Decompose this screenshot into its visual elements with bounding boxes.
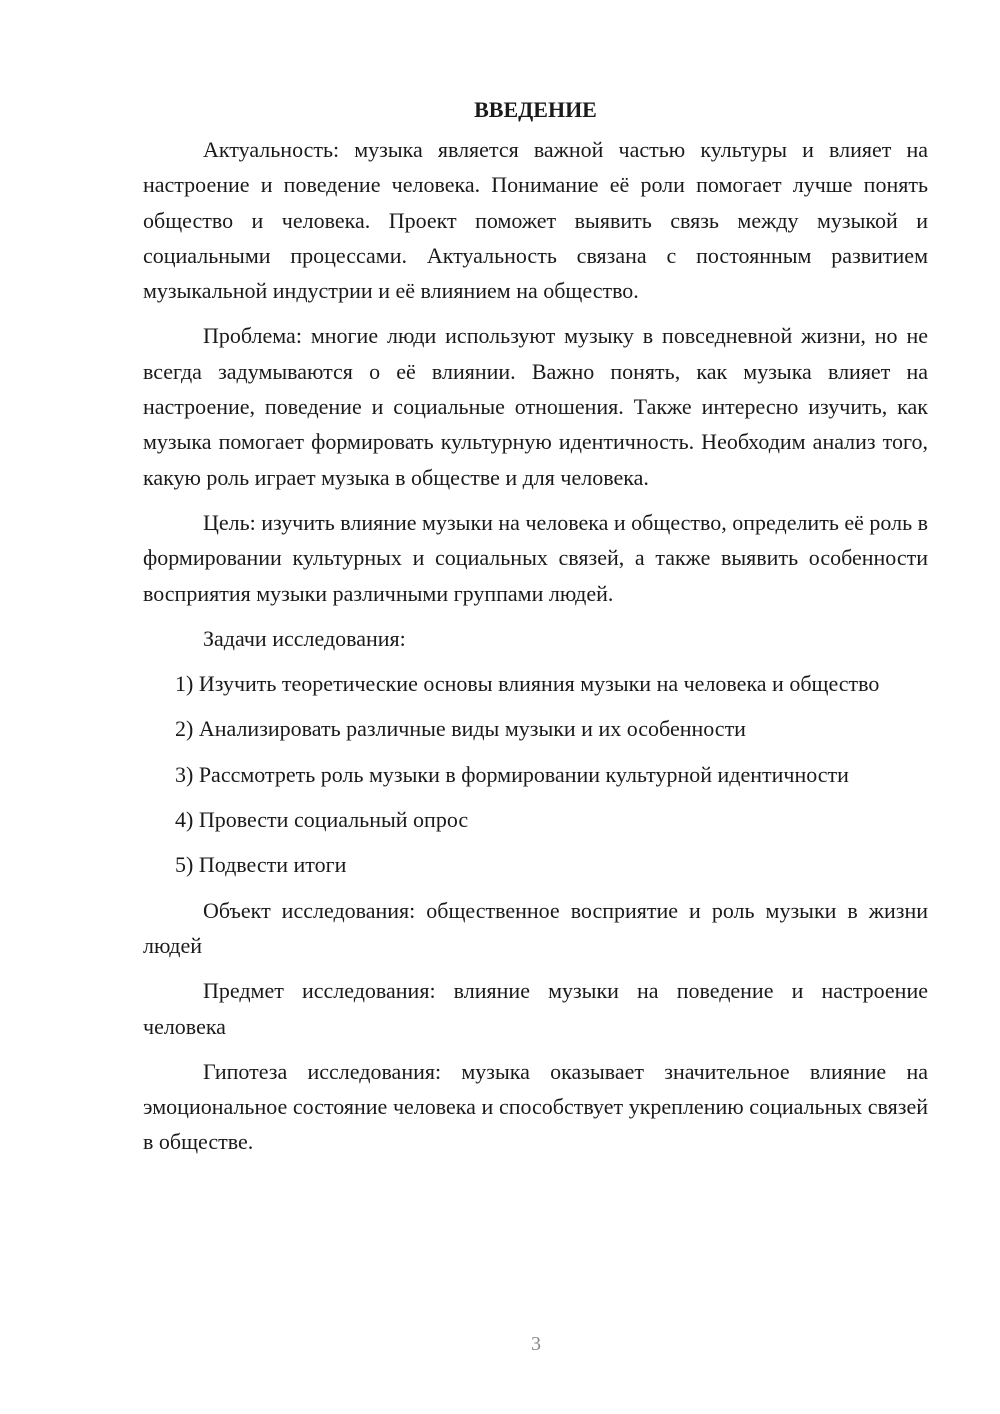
task-item-2: 2) Анализировать различные виды музыки и их особенности	[175, 716, 746, 742]
paragraph-object: Объект исследования: общественное восприятие и роль музыки в жизни людей	[143, 897, 928, 958]
page-title: ВВЕДЕНИЕ	[474, 97, 597, 122]
task-item-3: 3) Рассмотреть роль музыки в формировании культурной идентичности	[175, 761, 849, 787]
task-item-1: 1) Изучить теоретические основы влияния музыки на человека и общество	[175, 671, 880, 697]
paragraph-goal: Цель: изучить влияние музыки на человека и общество, определить её роль в формировании культурных и социальных связей, а также выявить особенности восприятия музыки различными группами людей.	[143, 509, 928, 606]
tasks-heading: Задачи исследования:	[203, 625, 406, 651]
paragraph-relevance: Актуальность: музыка является важной частью культуры и влияет на настроение и поведение человека. Понимание её роли помогает лучше понять общество и человека. Проект поможет выявить связь между музыкой и социальными процессами. Актуальность связана с постоянным развитием музыкальной индустрии и её влиянием на общество.	[143, 137, 928, 304]
paragraph-subject: Предмет исследования: влияние музыки на поведение и настроение человека	[143, 978, 928, 1039]
paragraph-hypothesis: Гипотеза исследования: музыка оказывает значительное влияние на эмоциональное состояние человека и способствует укреплению социальных связей в обществе.	[143, 1058, 928, 1155]
page-number: 3	[531, 1333, 541, 1355]
task-item-5: 5) Подвести итоги	[175, 852, 347, 878]
document-body	[143, 92, 928, 1160]
paragraph-problem: Проблема: многие люди используют музыку в повседневной жизни, но не всегда задумываются о её влиянии. Важно понять, как музыка влияет на настроение, поведение и социальные отношения. Также интересно изучить, как музыка помогает формировать культурную идентичность. Необходим анализ того, какую роль играет музыка в обществе и для человека.	[143, 323, 928, 490]
task-item-4: 4) Провести социальный опрос	[175, 807, 469, 833]
